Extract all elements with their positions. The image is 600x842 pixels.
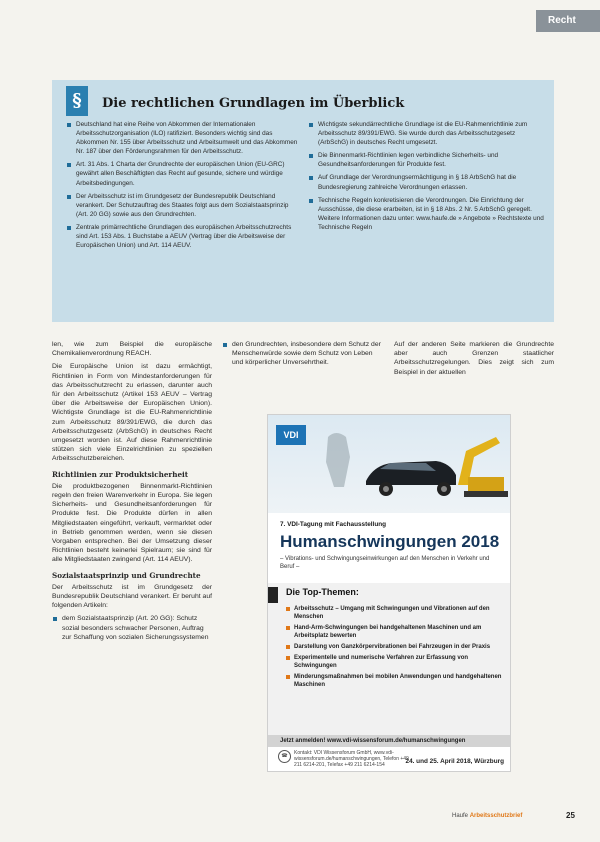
- info-left-column: [66, 120, 302, 254]
- topic-item: Darstellung von Ganzkörpervibrationen bei Fahrzeugen in der Praxis: [286, 643, 506, 651]
- info-right-column: [308, 120, 544, 236]
- paragraph: len, wie zum Beispiel die europäische Chemikalienverordnung REACH.: [52, 341, 212, 358]
- paragraph: Die Europäische Union ist dazu ermächtigt, Richtlinien in Form von Mindestanforderungen für das Arbeitsschutzrecht zu erlassen, darunter auch für den Arbeitsschutz (Artikel 153 AEUV – Vertrag über die Arbeitsweise der Europäischen Union). Wichtigste Grundlage ist die EU-Rahmenrichtlinie zum Arbeitsschutz 89/391/EWG, die durch das Arbeitsschutzgesetz (ArbSchG) in deutsches Recht umgesetzt worden ist. Auf diese Rahmenrichtlinie stützen sich viele Einzelrichtlinien zu speziellen Arbeitsschutzbereichen.: [52, 363, 212, 463]
- paragraph-icon: §: [66, 86, 88, 116]
- ad-image: [268, 415, 511, 513]
- topic-item: Experimentelle und numerische Verfahren zur Erfassung von Schwingungen: [286, 654, 506, 670]
- ad-contact: Kontakt: VDI Wissensforum GmbH, www.vdi-wissensforum.de/humanschwingungen, Telefon +49 211 6214-201, Telefax +49 211 6214-154: [294, 750, 409, 768]
- page-number: 25: [566, 811, 575, 820]
- text-column-2: [222, 340, 384, 372]
- info-box: [52, 80, 554, 322]
- topic-item: Minderungsmaßnahmen bei mobilen Anwendungen und handgehaltenen Maschinen: [286, 673, 506, 689]
- text-column-3: [394, 340, 554, 381]
- page-footer: [452, 813, 522, 819]
- info-item: Der Arbeitsschutz ist im Grundgesetz der Bundesrepublik Deutschland verankert. Der Schutzauftrag des Staates folgt aus dem Sozialstaatsprinzip (Art. 20 GG) sowie aus den Grundrechten.: [66, 192, 302, 219]
- info-item: Zentrale primärrechtliche Grundlagen des europäischen Arbeitsschutzrechts sind Art. 153 Abs. 1 Buchstabe a AEUV (Vertrag über die Arbeitsweise der Europäischen Union) und Art. 114 AEUV.: [66, 223, 302, 250]
- topic-item: Hand-Arm-Schwingungen bei handgehaltenen Maschinen und am Arbeitsplatz bewerten: [286, 624, 506, 640]
- info-item: Technische Regeln konkretisieren die Verordnungen. Die Einrichtung der Ausschüsse, die diese erarbeiten, ist in § 18 Abs. 2 Nr. 5 ArbSchG geregelt. Weitere Informationen dazu unter: www.haufe.de » Angebote » Rechtstexte und Technische Regeln: [308, 196, 544, 232]
- ad-date: 24. und 25. April 2018, Würzburg: [405, 758, 504, 765]
- footer-publication: Arbeitsschutzbrief: [469, 813, 523, 819]
- list-item: dem Sozialstaatsprinzip (Art. 20 GG): Schutz sozial besonders schwacher Personen, Auftrag zur Schaffung von sozialen Sicherungssystemen: [52, 614, 212, 642]
- ad-title: Humanschwingungen 2018: [280, 532, 500, 551]
- topic-item: Arbeitsschutz – Umgang mit Schwingungen und Vibrationen auf den Menschen: [286, 605, 506, 621]
- vdi-logo: VDI: [276, 425, 306, 445]
- subheading: Richtlinien zur Produktsicherheit: [52, 469, 189, 479]
- phone-icon: ☎: [278, 750, 291, 763]
- ad-subtitle: 7. VDI-Tagung mit Fachausstellung: [280, 521, 387, 528]
- subheading: Sozialstaatsprinzip und Grundrechte: [52, 570, 201, 580]
- topics-bar: [268, 587, 278, 603]
- list-item: den Grundrechten, insbesondere dem Schutz der Menschenwürde sowie dem Schutz von Leben und körperlicher Unversehrtheit.: [222, 340, 384, 368]
- text-column-1: [52, 340, 212, 646]
- paragraph: Auf der anderen Seite markieren die Grundrechte aber auch Grenzen staatlicher Arbeitsschutzregelungen. Dies zeigt sich zum Beispiel in der aktuellen: [394, 341, 554, 376]
- topics-heading: Die Top-Themen:: [286, 587, 359, 597]
- advertisement[interactable]: [267, 414, 511, 772]
- paragraph: Die produktbezogenen Binnenmarkt-Richtlinien regeln den freien Warenverkehr in Europa. Sie legen Sicherheits- und Gesundheitsanforderungen für Produkte fest. Die Produkte dürfen in allen Mitgliedstaaten eingeführt, verkauft, vermarktet oder in Betrieb genommen werden, wenn sie diesen Vorgaben entsprechen. Bei der Umsetzung dieser Richtlinien besteht keinerlei Spielraum; sie sind für alle Mitgliedstaaten zwingend (Art. 114 AEUV).: [52, 482, 212, 564]
- info-item: Wichtigste sekundärrechtliche Grundlage ist die EU-Rahmenrichtlinie zum Arbeitsschutz 89/391/EWG. Sie wurde durch das Arbeitsschutzgesetz (ArbSchG) in deutsches Recht umgesetzt.: [308, 120, 544, 147]
- info-item: Deutschland hat eine Reihe von Abkommen der Internationalen Arbeitsschutzorganisation (ILO) ratifiziert. Besonders wichtig sind das Abkommen Nr. 155 über Arbeitsschutz und Arbeitsumwelt und das Abkommen Nr. 187 über den Förderungsrahmen für den Arbeitsschutz.: [66, 120, 302, 156]
- info-item: Art. 31 Abs. 1 Charta der Grundrechte der europäischen Union (EU-GRC) gewährt allen Beschäftigten das Recht auf gesunde, sichere und würdige Arbeitsbedingungen.: [66, 160, 302, 187]
- vehicles-illustration: [268, 415, 511, 513]
- footer-brand: Haufe: [452, 813, 469, 819]
- topics-list: [286, 605, 506, 692]
- info-item: Auf Grundlage der Verordnungsermächtigung in § 18 ArbSchG hat die Bundesregierung zahlreiche Verordnungen erlassen.: [308, 173, 544, 191]
- register-link[interactable]: Jetzt anmelden! www.vdi-wissensforum.de/humanschwingungen: [268, 735, 511, 747]
- ad-description: – Vibrations- und Schwingungseinwirkungen auf den Menschen in Verkehr und Beruf –: [280, 556, 490, 570]
- info-item: Die Binnenmarkt-Richtlinien legen verbindliche Sicherheits- und Gesundheitsanforderungen für Produkte fest.: [308, 151, 544, 169]
- paragraph: Der Arbeitsschutz ist im Grundgesetz der Bundesrepublik Deutschland verankert. Er beruht auf folgenden Artikeln:: [52, 583, 212, 610]
- info-box-title: Die rechtlichen Grundlagen im Überblick: [102, 96, 405, 111]
- ad-topics: [268, 583, 511, 735]
- section-tab: Recht: [536, 10, 600, 32]
